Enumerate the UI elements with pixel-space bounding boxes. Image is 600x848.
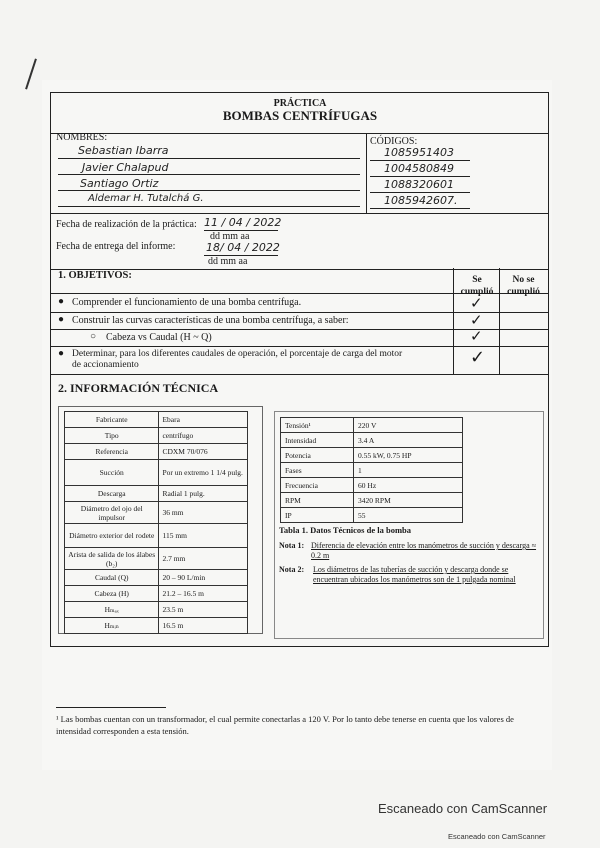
- name-2: Javier Chalapud: [82, 161, 169, 174]
- motor-label: RPM: [281, 493, 354, 508]
- check-1: ✓: [470, 294, 483, 312]
- sub-bullet: ○: [90, 331, 97, 342]
- objective-2: Construir las curvas características de una bomba centrífuga, a saber:: [72, 315, 349, 326]
- motor-label: IP: [281, 508, 354, 523]
- pump-row: [65, 444, 248, 460]
- motor-value: 60 Hz: [354, 478, 463, 493]
- motor-row: [281, 508, 463, 523]
- pump-row: [65, 548, 248, 570]
- page-title: BOMBAS CENTRÍFUGAS: [222, 108, 378, 123]
- code-1: 1085951403: [384, 146, 454, 159]
- col-yes: Se cumplió: [460, 275, 494, 297]
- pump-row: [65, 428, 248, 444]
- pump-row: [65, 486, 248, 502]
- pump-label: Diámetro exterior del rodete: [65, 524, 159, 548]
- realization-date-format: dd mm aa: [210, 231, 250, 242]
- name-1: Sebastian Ibarra: [78, 144, 169, 157]
- note2-label: Nota 2:: [279, 565, 305, 574]
- motor-row: [281, 478, 463, 493]
- pump-row: [65, 524, 248, 548]
- pump-value: Ebara: [159, 412, 248, 428]
- realization-date-label: Fecha de realización de la práctica:: [56, 219, 197, 230]
- note1-text: Diferencia de elevación entre los manómetros de succión y descarga ≈ 0.2 m: [311, 541, 537, 560]
- pump-value: CDXM 70/076: [159, 444, 248, 460]
- pump-row: [65, 460, 248, 486]
- pump-value: 21.2 – 16.5 m: [159, 586, 248, 602]
- pump-value: 2.7 mm: [159, 548, 248, 570]
- motor-row: [281, 418, 463, 433]
- pump-value: 23.5 m: [159, 602, 248, 618]
- pump-label: Hₘₐₓ: [65, 602, 159, 618]
- name-4: Aldemar H. Tutalchá G.: [88, 193, 204, 204]
- pump-value: 36 mm: [159, 502, 248, 524]
- pump-row: [65, 412, 248, 428]
- pump-row: [65, 502, 248, 524]
- motor-label: Tensión¹: [281, 418, 354, 433]
- delivery-date-label: Fecha de entrega del informe:: [56, 241, 176, 252]
- pump-label: Arista de salida de los álabes (b₂): [65, 548, 159, 570]
- pump-value: 115 mm: [159, 524, 248, 548]
- camscanner-watermark-small: Escaneado con CamScanner: [448, 832, 546, 841]
- pump-value: centrífugo: [159, 428, 248, 444]
- pump-row: [65, 602, 248, 618]
- check-2: ✓: [470, 311, 483, 329]
- note2-text: Los diámetros de las tuberías de succión y descarga donde se encuentran ubicados los manómetros son de 1 pulgada nominal: [313, 565, 516, 584]
- pump-row: [65, 586, 248, 602]
- name-3: Santiago Ortiz: [80, 177, 159, 190]
- motor-row: [281, 463, 463, 478]
- realization-date-value: 11 / 04 / 2022: [204, 216, 282, 229]
- practice-label: PRÁCTICA: [273, 98, 327, 109]
- pump-label: Hₘᵢₙ: [65, 618, 159, 634]
- pump-value: 16.5 m: [159, 618, 248, 634]
- code-2: 1004580849: [384, 162, 454, 175]
- delivery-date-format: dd mm aa: [208, 256, 248, 267]
- pump-label: Descarga: [65, 486, 159, 502]
- pump-label: Fabricante: [65, 412, 159, 428]
- note1-label: Nota 1:: [279, 541, 305, 550]
- objective-3-cont: de accionamiento: [72, 360, 139, 370]
- delivery-date-value: 18/ 04 / 2022: [206, 241, 280, 254]
- motor-value: 55: [354, 508, 463, 523]
- footnote: ¹ Las bombas cuentan con un transformador, el cual permite conectarlas a 120 V. Por lo tanto debe tenerse en cuenta que los valores de intensidad corresponden a esta tensión.: [56, 714, 514, 736]
- pen-mark: [25, 58, 37, 89]
- code-3: 1088320601: [384, 178, 454, 191]
- pump-row: [65, 570, 248, 586]
- motor-row: [281, 433, 463, 448]
- objective-3: Determinar, para los diferentes caudales de operación, el porcentaje de carga del motor: [72, 349, 403, 359]
- objective-1: Comprender el funcionamiento de una bomba centrífuga.: [72, 297, 302, 308]
- pump-label: Tipo: [65, 428, 159, 444]
- pump-label: Cabeza (H): [65, 586, 159, 602]
- pump-value: Por un extremo 1 1/4 pulg.: [159, 460, 248, 486]
- pump-table: [64, 411, 248, 634]
- objective-2a: Cabeza vs Caudal (H ~ Q): [106, 332, 212, 343]
- motor-label: Intensidad: [281, 433, 354, 448]
- names-label: NOMBRES:: [56, 132, 108, 143]
- motor-value: 220 V: [354, 418, 463, 433]
- motor-table: [280, 417, 463, 523]
- motor-value: 0.55 kW, 0.75 HP: [354, 448, 463, 463]
- check-3: ✓: [470, 327, 483, 345]
- motor-value: 3420 RPM: [354, 493, 463, 508]
- check-4: ✓: [470, 347, 486, 368]
- motor-label: Fases: [281, 463, 354, 478]
- motor-row: [281, 493, 463, 508]
- pump-label: Succión: [65, 460, 159, 486]
- codes-label: CÓDIGOS:: [370, 136, 418, 147]
- motor-label: Frecuencia: [281, 478, 354, 493]
- col-no: No se cumplió: [507, 275, 540, 297]
- pump-row: [65, 618, 248, 634]
- pump-label: Caudal (Q): [65, 570, 159, 586]
- motor-label: Potencia: [281, 448, 354, 463]
- camscanner-watermark: Escaneado con CamScanner: [378, 801, 548, 816]
- footnote-rule: [56, 707, 166, 708]
- pump-value: 20 – 90 L/min: [159, 570, 248, 586]
- motor-value: 3.4 A: [354, 433, 463, 448]
- table-caption: Tabla 1. Datos Técnicos de la bomba: [279, 525, 412, 535]
- pump-label: Diámetro del ojo del impulsor: [65, 502, 159, 524]
- objectives-heading: 1. OBJETIVOS:: [58, 270, 132, 281]
- bullet: ●: [58, 348, 65, 359]
- pump-value: Radial 1 pulg.: [159, 486, 248, 502]
- tech-heading: 2. INFORMACIÓN TÉCNICA: [58, 381, 219, 395]
- pump-label: Referencia: [65, 444, 159, 460]
- motor-row: [281, 448, 463, 463]
- motor-value: 1: [354, 463, 463, 478]
- bullet: ●: [58, 314, 65, 325]
- code-4: 1085942607.: [384, 194, 458, 207]
- bullet: ●: [58, 296, 65, 307]
